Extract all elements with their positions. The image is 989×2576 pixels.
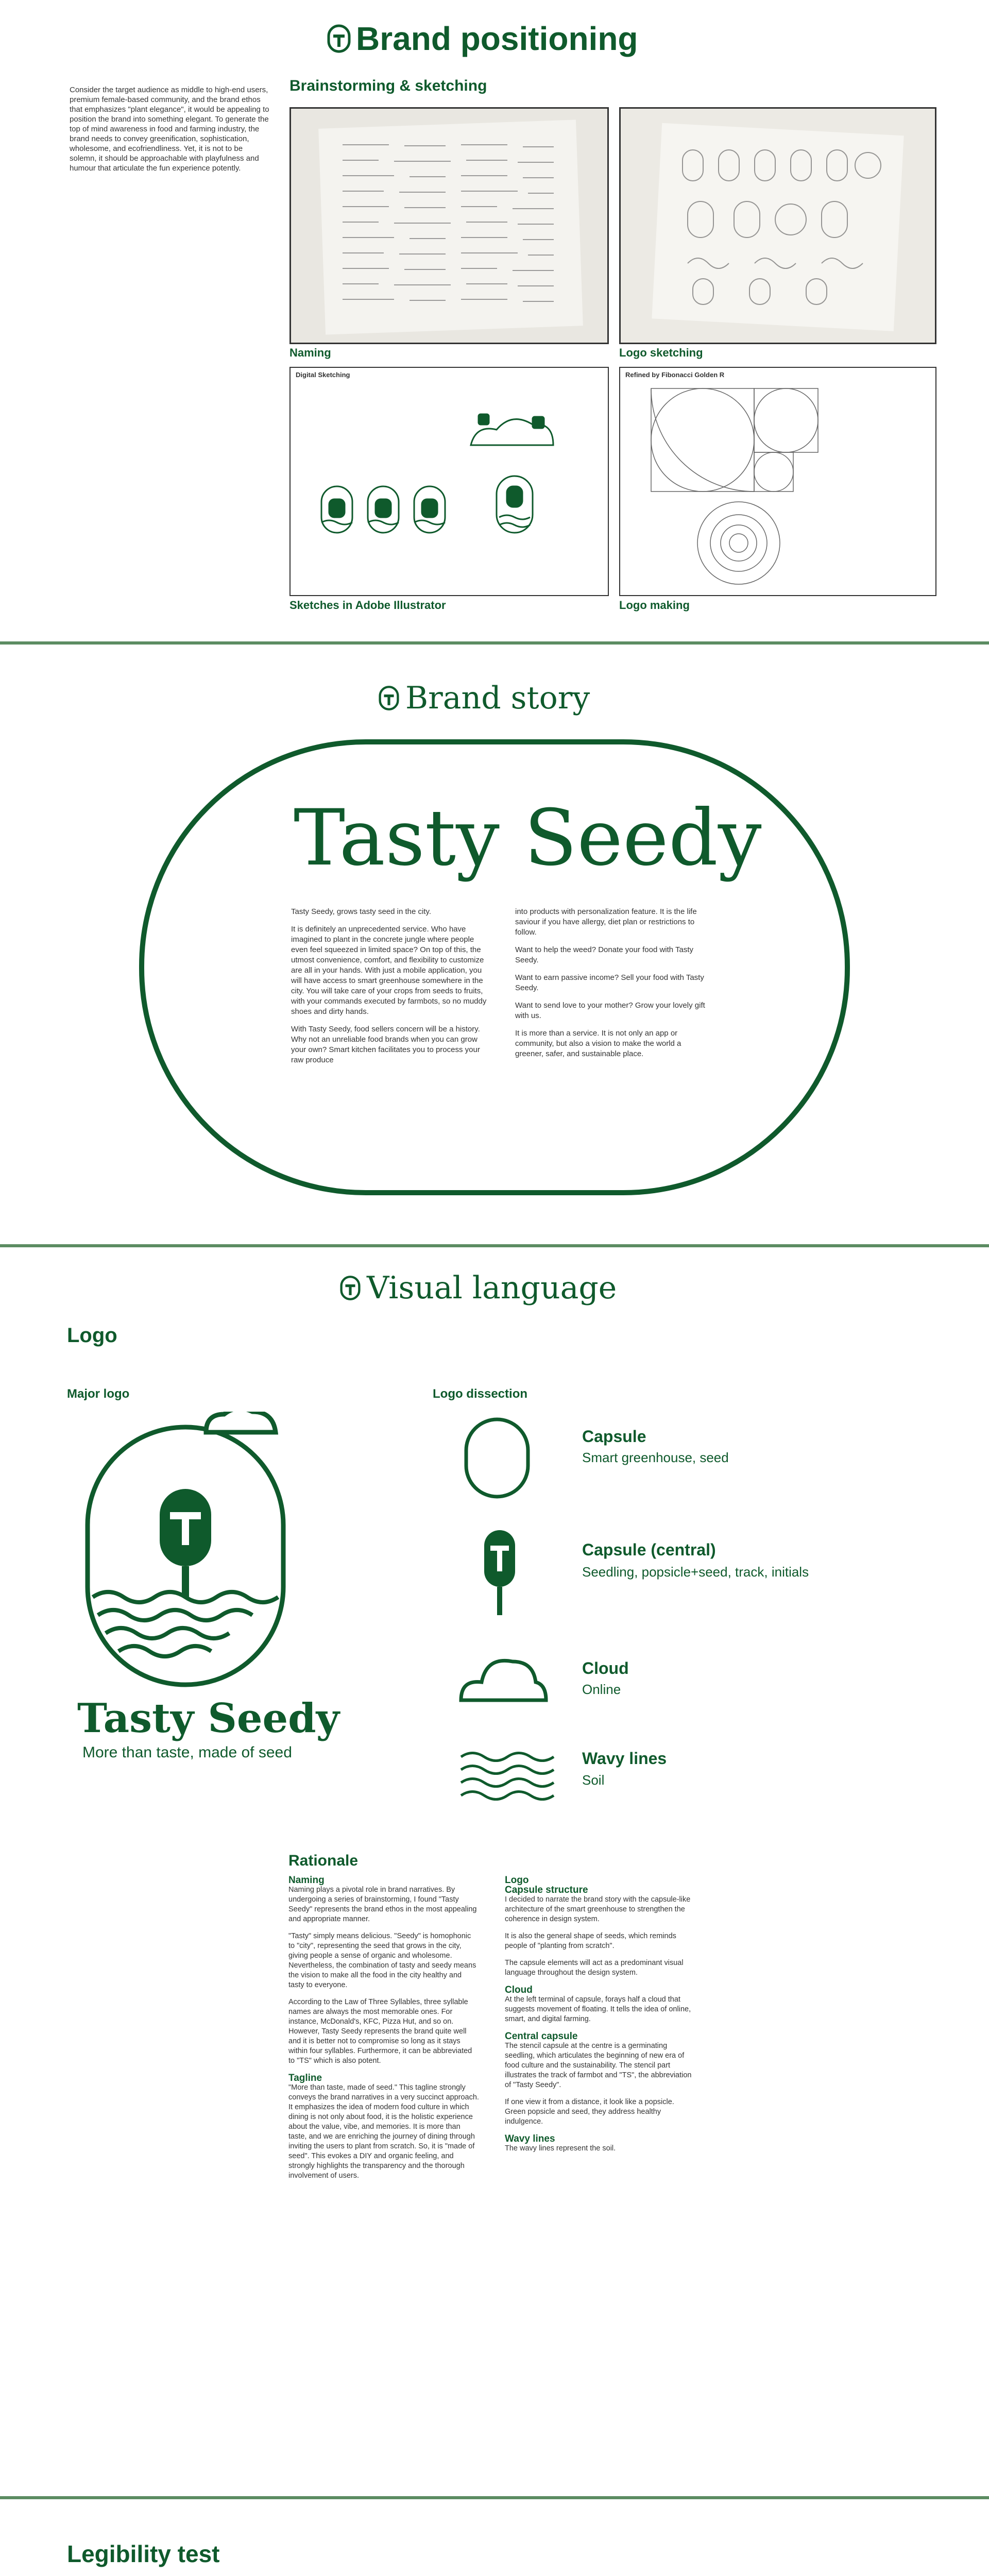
wavy-lines-heading: Wavy lines xyxy=(505,2133,555,2144)
golden-ratio-label: Refined by Fibonacci Golden R xyxy=(625,371,725,379)
story-paragraph: Want to earn passive income? Sell your food with Tasty Seedy. xyxy=(515,973,704,992)
rationale-paragraph: I decided to narrate the brand story with the capsule-like architecture of the smart greenhouse to strengthen the coherence in design system. xyxy=(505,1895,691,1923)
dissection-desc: Soil xyxy=(582,1772,605,1788)
dissection-desc: Online xyxy=(582,1682,621,1697)
rationale-paragraph: Naming plays a pivotal role in brand narratives. By undergoing a series of brainstorming, I found "Tasty Seedy" represents the brand ethos in the most appealing and appropriate manner. xyxy=(288,1886,477,1923)
brand-story-title xyxy=(379,680,590,716)
visual-language-title xyxy=(340,1270,617,1306)
rationale-paragraph: "Tasty" simply means delicious. "Seedy" is homophonic to "city", representing the seed that grows in the city, giving people a sense of organic and wholesome. Nevertheless, the combination of tasty and seedy means the vision to make all the food in the city healthy and tasty to everyone. xyxy=(288,1932,476,1989)
caption-logo-making: Logo making xyxy=(619,599,690,612)
major-logo-wordmark: Tasty Seedy xyxy=(77,1695,339,1742)
story-wordmark: Tasty Seedy xyxy=(294,793,762,883)
logo-subheading: Logo xyxy=(505,1875,529,1886)
tagline-heading: Tagline xyxy=(288,2073,322,2083)
story-paragraph: Want to send love to your mother? Grow your lovely gift with us. xyxy=(515,1001,705,1020)
rationale-heading: Rationale xyxy=(288,1852,359,1869)
rationale-paragraph: If one view it from a distance, it look like a popsicle. Green popsicle and seed, they address healthy indulgence. xyxy=(505,2098,674,2126)
rationale-paragraph: The wavy lines represent the soil. xyxy=(505,2144,616,2153)
logo-sketching-photo xyxy=(619,107,936,344)
dissection-name: Wavy lines xyxy=(582,1749,667,1768)
story-paragraph: It is more than a service. It is not only an app or community, but also a vision to make the world a greener, safer, and sustainable place. xyxy=(515,1029,681,1058)
rationale-right xyxy=(505,1875,695,2161)
section-title: Brand story xyxy=(405,680,590,716)
golden-ratio-panel xyxy=(619,367,936,596)
brainstorm-heading: Brainstorming & sketching xyxy=(289,77,487,94)
caption-sketches: Sketches in Adobe Illustrator xyxy=(289,599,446,612)
story-paragraph: into products with personalization feature. It is the life saviour if you have allergy, diet plan or restrictions to follow. xyxy=(515,907,697,937)
story-paragraph: Tasty Seedy, grows tasty seed in the city. xyxy=(291,907,432,916)
dissection-central-capsule xyxy=(464,1530,927,1633)
dissection-desc: Smart greenhouse, seed xyxy=(582,1450,729,1465)
rationale-paragraph: According to the Law of Three Syllables, three syllable names are always the most memorable ones. For instance, McDonald's, KFC, Pizza Hut, and so on. However, Tasty Seedy represents the brand quite well and it is better not to compromise so long as it stays within four syllables. Furthermore, it can be abbreviated to "TS" which is also potent. xyxy=(288,1998,472,2065)
visual-language-section xyxy=(0,1252,989,2488)
cloud-heading: Cloud xyxy=(505,1985,533,1995)
story-paragraph: With Tasty Seedy, food sellers concern will be a history. Why not an unreliable food brands when you can grow your own? Smart kitchen facilitates you to process your raw produce xyxy=(291,1025,480,1064)
story-paragraph: It is definitely an unprecedented service. Who have imagined to plant in the concrete jungle where people even feel squeezed in limited space? On top of this, the utmost convenience, comfort, and flexibility to customize are all in your hands. With just a mobile application, you will have access to smart greenhouse somewhere in the city. You will take care of your crops from seeds to fruits, with your commands executed by farmbots, so no muddy shoes and dirty hands. xyxy=(291,925,487,1016)
rationale-left xyxy=(288,1875,479,2188)
ts-logo-icon xyxy=(340,1275,361,1301)
story-left-column xyxy=(291,907,487,1073)
logo-heading: Logo xyxy=(67,1324,117,1347)
section-title: Visual language xyxy=(367,1270,617,1306)
digital-sketching-label: Digital Sketching xyxy=(296,371,350,379)
ts-logo-icon xyxy=(327,24,351,53)
major-logo xyxy=(77,1412,294,1690)
rationale-paragraph: "More than taste, made of seed." This tagline strongly conveys the brand narratives in a very succinct approach. It emphasizes the idea of modern food culture in which dining is not only about food, it is the holistic experience about the value, vibe, and memories. It is more than taste, and we are enriching the journey of dining through inviting the users to plant from scratch. So, it is "made of seed". This evokes a DIY and organic feeling, and strongly highlights the transparency and the thorough involvement of users. xyxy=(288,2083,479,2180)
dissection-name: Capsule (central) xyxy=(582,1540,716,1559)
legibility-section xyxy=(0,2504,989,2576)
rationale-paragraph: The stencil capsule at the centre is a germinating seedling, which articulates the beginning of new era of food culture and the sustainability. The stencil part illustrates the track of farmbot and "TS", the abbreviation of "Tasty Seedy". xyxy=(505,2042,692,2089)
brand-positioning-section xyxy=(0,0,989,644)
rationale-paragraph: It is also the general shape of seeds, which reminds people of "planting from scratch". xyxy=(505,1932,676,1950)
dissection-capsule xyxy=(464,1417,927,1499)
rationale-paragraph: At the left terminal of capsule, forays half a cloud that suggests movement of floating. It tells the idea of online, smart, and digital farming. xyxy=(505,1995,691,2023)
positioning-intro: Consider the target audience as middle to high-end users, premium female-based community, and the brand ethos that emphasizes "plant elegance", it would be appealing to position the brand into something elegant. To generate the top of mind awareness in food and farming industry, the brand needs to convey greenification, sophistication, wholesome, and ecofriendliness. Yet, it is not to be solemn, it should be approachable with playfulness and humour that articulate the fun experience potently. xyxy=(70,86,269,173)
rationale-paragraph: The capsule elements will act as a predominant visual language throughout the design system. xyxy=(505,1959,684,1977)
dissection-name: Cloud xyxy=(582,1659,629,1677)
story-right-column xyxy=(515,907,711,1066)
caption-logo-sketching: Logo sketching xyxy=(619,346,703,359)
dissection-wavy-lines xyxy=(456,1747,919,1808)
capsule-heading: Capsule structure xyxy=(505,1885,588,1895)
brand-positioning-title xyxy=(327,21,638,57)
major-logo-label: Major logo xyxy=(67,1387,130,1401)
naming-heading: Naming xyxy=(288,1875,325,1886)
legibility-title: Legibility test xyxy=(67,2540,220,2567)
ts-logo-icon xyxy=(379,685,399,711)
major-logo-tagline: More than taste, made of seed xyxy=(82,1744,292,1761)
dissection-cloud xyxy=(456,1649,919,1716)
section-title: Brand positioning xyxy=(356,20,638,57)
divider xyxy=(0,2496,989,2499)
brand-story-section xyxy=(0,649,989,1242)
divider xyxy=(0,641,989,645)
story-paragraph: Want to help the weed? Donate your food with Tasty Seedy. xyxy=(515,945,694,964)
dissection-desc: Seedling, popsicle+seed, track, initials xyxy=(582,1564,809,1580)
dissection-name: Capsule xyxy=(582,1427,646,1446)
caption-naming: Naming xyxy=(289,346,331,359)
digital-sketching-panel xyxy=(289,367,609,596)
central-capsule-heading: Central capsule xyxy=(505,2031,578,2042)
naming-photo xyxy=(289,107,609,344)
divider xyxy=(0,1244,989,1247)
dissection-label: Logo dissection xyxy=(433,1387,528,1401)
